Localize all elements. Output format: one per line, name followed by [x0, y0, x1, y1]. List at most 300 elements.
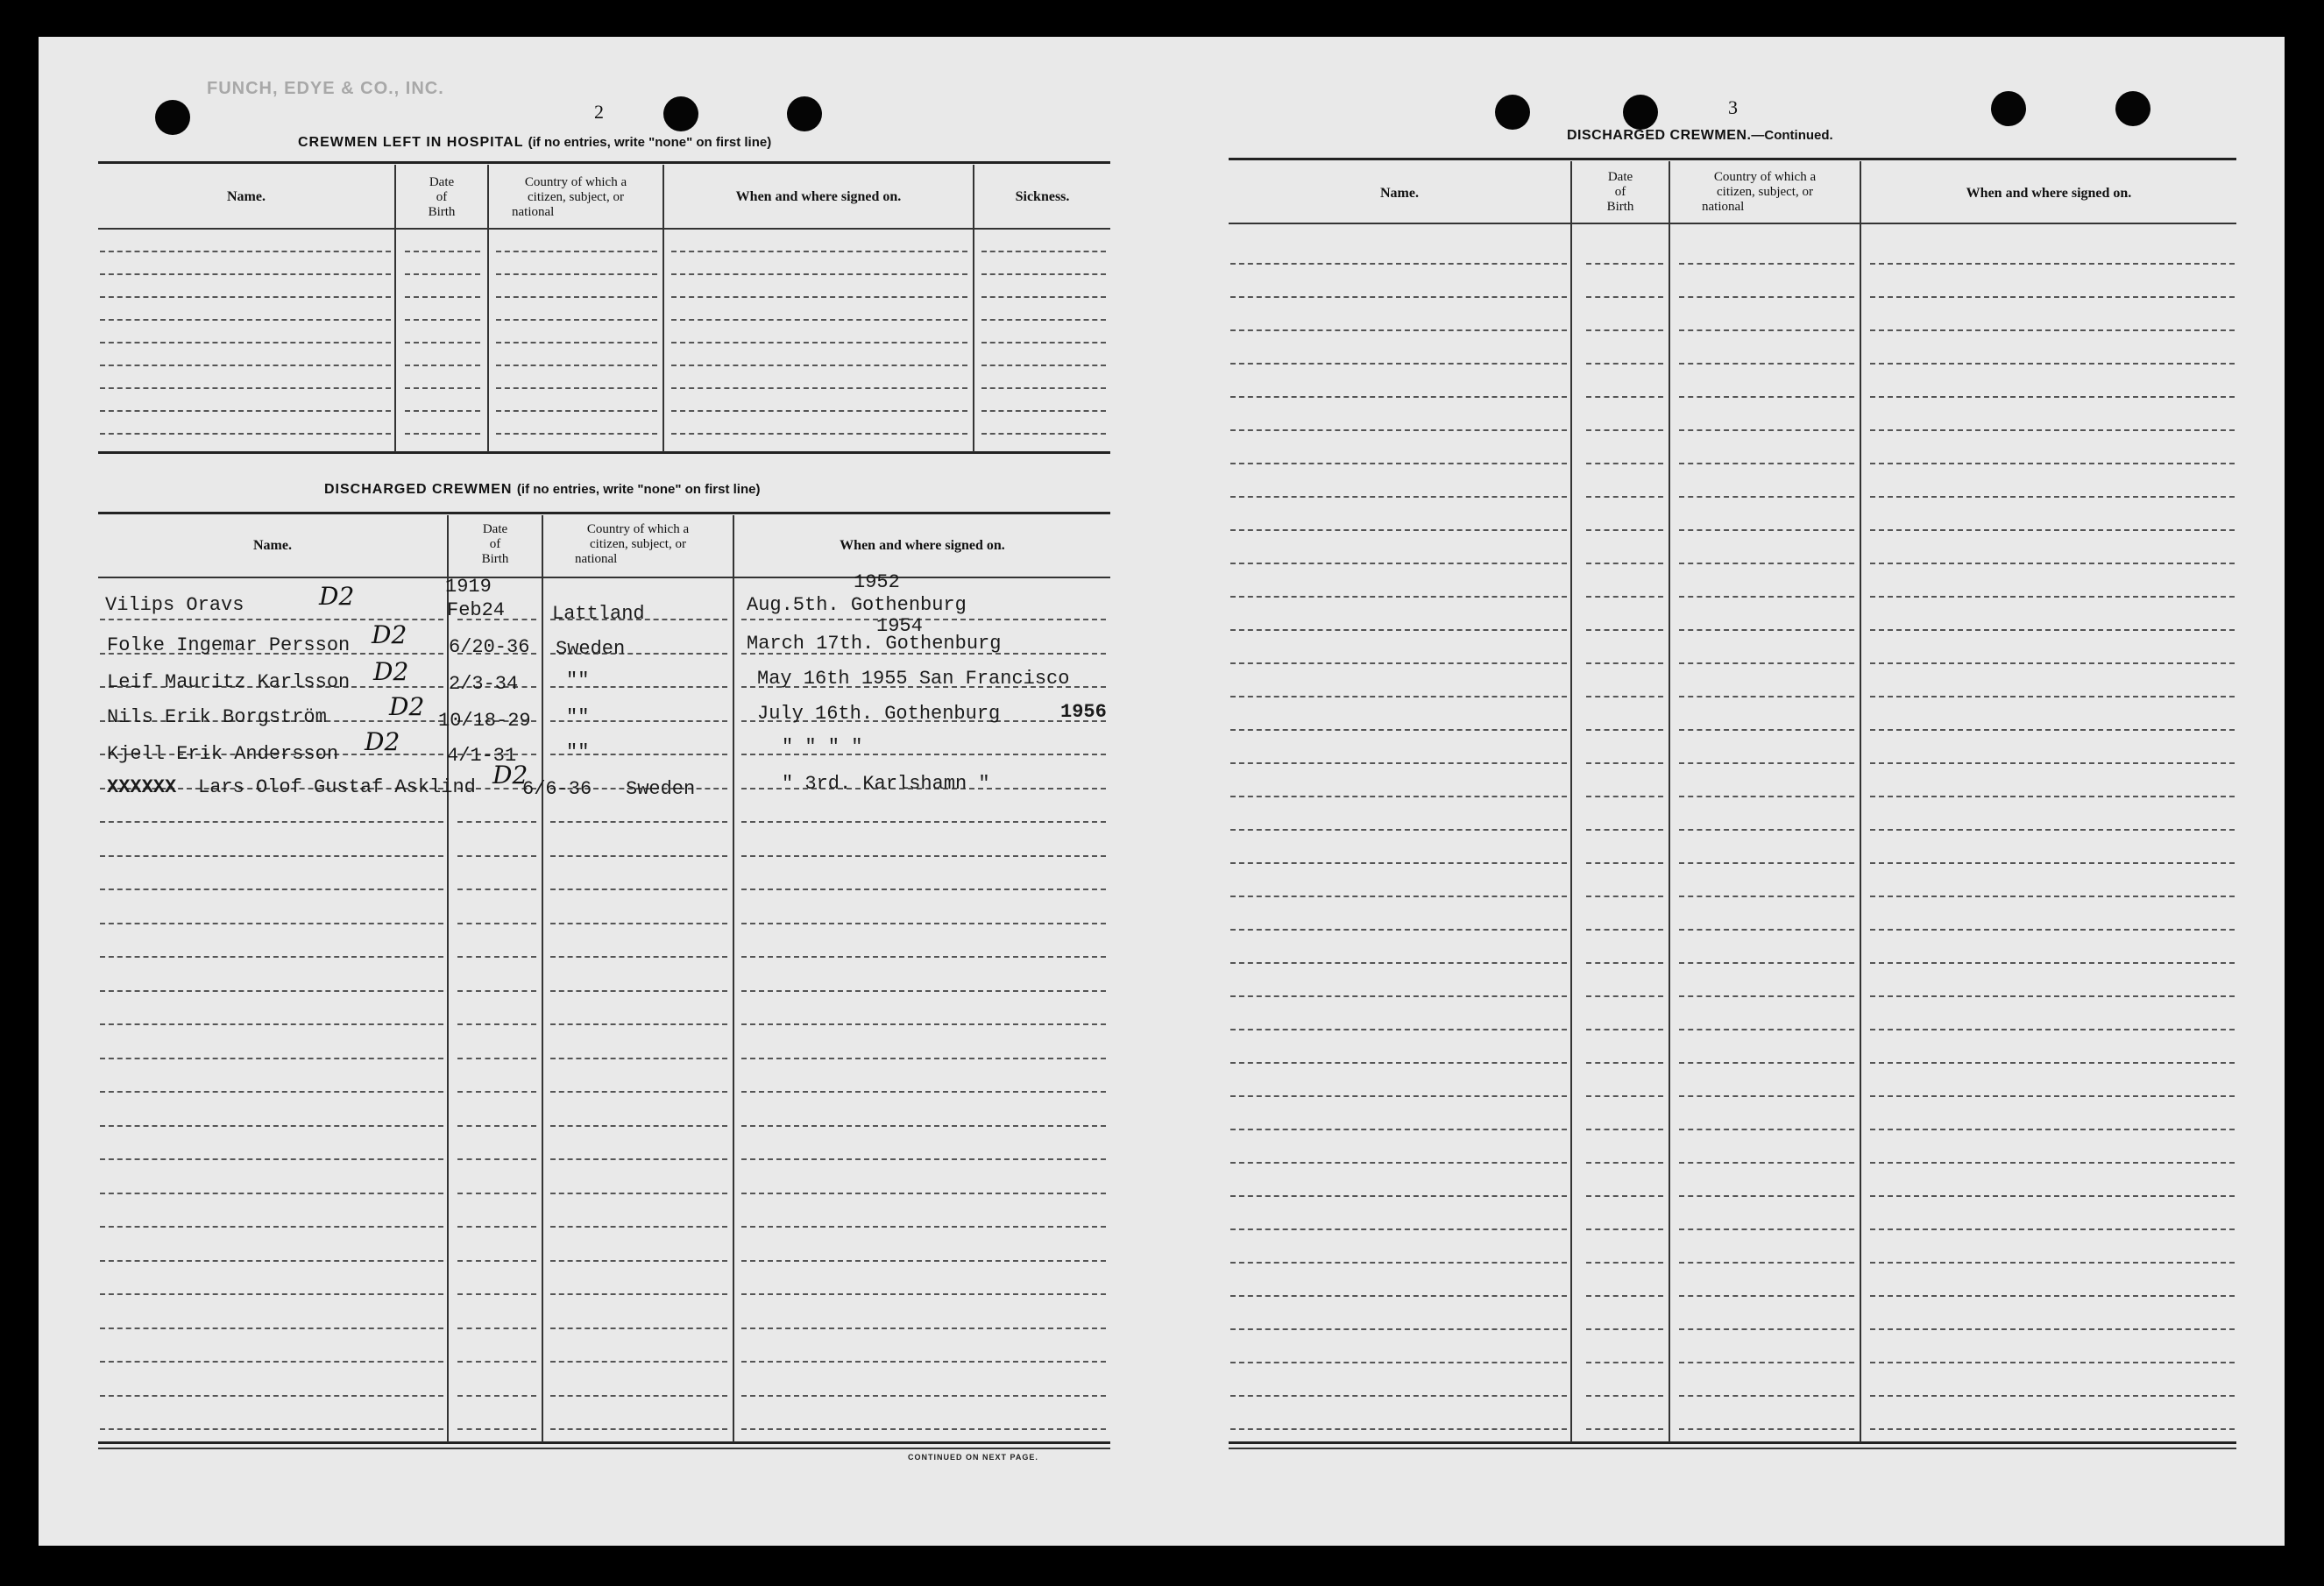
ruled-line — [100, 889, 443, 890]
ruled-line — [741, 1058, 1106, 1059]
right-header-rule — [1229, 223, 2236, 224]
ruled-line — [457, 1125, 536, 1127]
ruled-line — [457, 1328, 536, 1329]
ruled-line — [1230, 696, 1567, 697]
ruled-line — [1679, 762, 1854, 764]
ruled-line — [1679, 1295, 1854, 1297]
crew-name: Leif Mauritz Karlsson — [107, 671, 351, 693]
signed-on: July 16th. Gothenburg — [757, 703, 1001, 725]
ruled-line — [981, 387, 1106, 389]
ruled-line — [1679, 629, 1854, 631]
right-table-top-rule — [1229, 158, 2236, 160]
punch-hole — [2115, 91, 2150, 126]
ruled-line — [671, 251, 967, 252]
ruled-line — [1586, 1328, 1663, 1330]
ruled-line — [100, 1226, 443, 1228]
ruled-line — [1679, 662, 1854, 664]
ruled-line — [741, 1293, 1106, 1295]
page-number-left: 2 — [594, 101, 604, 123]
ruled-line — [1586, 995, 1663, 997]
ruled-line — [1586, 463, 1663, 464]
ruled-line — [1679, 1029, 1854, 1030]
ruled-line — [550, 821, 727, 823]
ruled-line — [741, 1125, 1106, 1127]
crew-dob: 6/20-36 — [449, 636, 530, 658]
ruled-line — [1870, 1029, 2235, 1030]
ruled-line — [100, 956, 443, 958]
hospital-header-signed: When and where signed on. — [735, 189, 902, 204]
ruled-line — [1679, 463, 1854, 464]
ruled-line — [550, 1260, 727, 1262]
ruled-line — [1870, 1129, 2235, 1130]
ruled-line — [457, 956, 536, 958]
ruled-line — [1230, 263, 1567, 265]
hospital-col-divider — [973, 165, 974, 452]
ruled-line — [1230, 929, 1567, 931]
ruled-line — [1679, 995, 1854, 997]
ruled-line — [1870, 263, 2235, 265]
ruled-line — [1586, 596, 1663, 598]
ruled-line — [981, 251, 1106, 252]
discharge-mark: D2 — [373, 657, 409, 686]
ruled-line — [741, 889, 1106, 890]
signed-on: " 3rd. Karlshamn " — [782, 773, 990, 795]
ruled-line — [457, 821, 536, 823]
ruled-line — [100, 1193, 443, 1194]
ruled-line — [1586, 263, 1663, 265]
hospital-col-divider — [662, 165, 664, 452]
ruled-line — [741, 956, 1106, 958]
crew-country: "" — [566, 669, 590, 691]
ruled-line — [1586, 762, 1663, 764]
ruled-line — [1230, 363, 1567, 365]
discharged-table-top-rule — [98, 512, 1110, 514]
ruled-line — [1679, 929, 1854, 931]
signed-on: Aug.5th. Gothenburg — [747, 594, 967, 616]
ruled-line — [100, 273, 391, 275]
ruled-line — [1679, 896, 1854, 897]
ruled-line — [1230, 1228, 1567, 1230]
hospital-header-sickness: Sickness. — [1015, 189, 1070, 204]
ruled-line — [1586, 962, 1663, 964]
ruled-line — [405, 251, 480, 252]
ruled-line — [1870, 696, 2235, 697]
discharge-mark: D2 — [365, 727, 400, 756]
ruled-line — [741, 855, 1106, 857]
ruled-line — [1230, 563, 1567, 564]
ruled-line — [1230, 962, 1567, 964]
hospital-title-note: (if no entries, write "none" on first line) — [528, 135, 772, 150]
ruled-line — [1870, 1395, 2235, 1397]
ruled-line — [100, 1125, 443, 1127]
ruled-line — [550, 1158, 727, 1160]
ruled-line — [1870, 862, 2235, 864]
ruled-line — [1679, 729, 1854, 731]
ruled-line — [1586, 862, 1663, 864]
ruled-line — [457, 1058, 536, 1059]
ruled-line — [741, 619, 1106, 620]
ruled-line — [100, 387, 391, 389]
ruled-line — [100, 296, 391, 298]
ruled-line — [1679, 563, 1854, 564]
ruled-line — [1586, 1428, 1663, 1430]
ruled-line — [1870, 1162, 2235, 1164]
ruled-line — [100, 1058, 443, 1059]
ruled-line — [496, 296, 657, 298]
ruled-line — [1870, 762, 2235, 764]
ruled-line — [981, 433, 1106, 435]
ruled-line — [741, 1193, 1106, 1194]
crew-dob: 10/18-29 — [438, 710, 531, 732]
ruled-line — [100, 1158, 443, 1160]
ruled-line — [741, 1395, 1106, 1397]
hospital-header-name: Name. — [227, 189, 266, 204]
ruled-line — [1870, 1295, 2235, 1297]
ruled-line — [457, 923, 536, 924]
punch-hole — [155, 100, 190, 135]
ruled-line — [100, 821, 443, 823]
ruled-line — [457, 1193, 536, 1194]
ruled-line — [1679, 263, 1854, 265]
discharge-mark: D2 — [372, 620, 407, 649]
signed-year: 1954 — [876, 615, 923, 637]
ruled-line — [1230, 829, 1567, 831]
ruled-line — [1679, 1228, 1854, 1230]
ruled-line — [1870, 1362, 2235, 1363]
right-header-country — [1670, 170, 1860, 215]
ruled-line — [405, 365, 480, 366]
crew-dob: 6/6-36 — [522, 778, 592, 800]
discharge-mark: D2 — [389, 692, 425, 721]
ruled-line — [1679, 296, 1854, 298]
ruled-line — [1230, 1062, 1567, 1064]
ruled-line — [1230, 1095, 1567, 1097]
ruled-line — [550, 1023, 727, 1025]
ruled-line — [1586, 662, 1663, 664]
crew-country: "" — [566, 706, 590, 728]
ruled-line — [741, 1023, 1106, 1025]
ruled-line — [457, 990, 536, 992]
ruled-line — [1230, 662, 1567, 664]
crew-dob: Feb24 — [447, 599, 506, 621]
ruled-line — [1586, 1029, 1663, 1030]
ruled-line — [1230, 1295, 1567, 1297]
ruled-line — [1870, 363, 2235, 365]
ruled-line — [1230, 729, 1567, 731]
ruled-line — [1679, 529, 1854, 531]
signed-on: March 17th. Gothenburg — [747, 633, 1002, 655]
signed-on: " " " " — [782, 736, 863, 758]
ruled-line — [1230, 1428, 1567, 1430]
ruled-line — [100, 1091, 443, 1093]
ruled-line — [1230, 629, 1567, 631]
ruled-line — [1870, 396, 2235, 398]
ruled-line — [457, 1023, 536, 1025]
ruled-line — [405, 273, 480, 275]
punch-hole — [787, 96, 822, 131]
ruled-line — [550, 889, 727, 890]
ruled-line — [981, 319, 1106, 321]
ruled-line — [100, 855, 443, 857]
ruled-line — [1870, 829, 2235, 831]
ruled-line — [457, 1395, 536, 1397]
header-line: citizen, subject, or — [590, 537, 686, 551]
crew-country: Sweden — [556, 638, 626, 660]
ruled-line — [671, 296, 967, 298]
ruled-line — [496, 251, 657, 252]
ruled-line — [1230, 296, 1567, 298]
ruled-line — [1679, 1428, 1854, 1430]
signed-on: May 16th 1955 San Francisco — [757, 668, 1070, 690]
ruled-line — [1586, 1395, 1663, 1397]
ruled-line — [1230, 1362, 1567, 1363]
ruled-line — [981, 342, 1106, 343]
ruled-line — [405, 342, 480, 343]
ruled-line — [550, 1226, 727, 1228]
ruled-line — [1586, 1362, 1663, 1363]
ruled-line — [671, 342, 967, 343]
ruled-line — [1586, 829, 1663, 831]
ruled-line — [100, 1361, 443, 1363]
discharged-title-note: (if no entries, write "none" on first line) — [516, 482, 761, 497]
hospital-table-top-rule — [98, 161, 1110, 164]
ruled-line — [671, 319, 967, 321]
ruled-line — [981, 273, 1106, 275]
ruled-line — [457, 1158, 536, 1160]
ruled-line — [1870, 896, 2235, 897]
ruled-line — [457, 1226, 536, 1228]
ruled-line — [741, 1091, 1106, 1093]
ruled-line — [741, 1428, 1106, 1430]
company-stamp: FUNCH, EDYE & CO., INC. — [207, 79, 444, 98]
ruled-line — [1870, 329, 2235, 331]
ruled-line — [1679, 1129, 1854, 1130]
ruled-line — [1870, 596, 2235, 598]
ruled-line — [100, 365, 391, 366]
crew-name: Lars Olof Gustaf Asklind — [198, 776, 476, 798]
ruled-line — [1586, 429, 1663, 431]
ruled-line — [1230, 1395, 1567, 1397]
ruled-line — [550, 1293, 727, 1295]
header-line: of — [489, 537, 501, 551]
crew-country: "" — [566, 741, 590, 763]
ruled-line — [1679, 1262, 1854, 1264]
ruled-line — [741, 1158, 1106, 1160]
right-col-divider — [1570, 161, 1572, 1442]
ruled-line — [1586, 629, 1663, 631]
ruled-line — [1870, 662, 2235, 664]
ruled-line — [100, 433, 391, 435]
ruled-line — [457, 889, 536, 890]
page-number-right: 3 — [1728, 96, 1738, 118]
crew-name: Nils Erik Borgström — [107, 706, 327, 728]
crew-name: Vilips Oravs — [105, 594, 244, 616]
header-line: Date — [429, 175, 455, 189]
hospital-header-rule — [98, 228, 1110, 230]
ruled-line — [457, 1091, 536, 1093]
ruled-line — [1586, 1129, 1663, 1130]
discharge-mark: D2 — [319, 582, 355, 611]
ruled-line — [496, 365, 657, 366]
ruled-line — [1870, 929, 2235, 931]
header-line: Birth — [1606, 200, 1634, 214]
hospital-header-country — [489, 175, 662, 220]
ruled-line — [1230, 329, 1567, 331]
ruled-line — [550, 1125, 727, 1127]
ruled-line — [981, 365, 1106, 366]
ruled-line — [1870, 563, 2235, 564]
ruled-line — [496, 410, 657, 412]
ruled-line — [1870, 729, 2235, 731]
crew-dob: 4/1-31 — [447, 745, 517, 767]
ruled-line — [100, 342, 391, 343]
ruled-line — [100, 319, 391, 321]
ruled-line — [741, 1328, 1106, 1329]
discharged-header-name: Name. — [253, 538, 292, 553]
ruled-line — [457, 1361, 536, 1363]
ruled-line — [671, 410, 967, 412]
ruled-line — [981, 410, 1106, 412]
ruled-line — [1870, 496, 2235, 498]
ruled-line — [100, 1293, 443, 1295]
right-col-divider — [1860, 161, 1861, 1442]
header-line: Date — [482, 522, 508, 536]
ruled-line — [1230, 429, 1567, 431]
ruled-line — [1586, 1228, 1663, 1230]
hospital-table-bottom-rule — [98, 451, 1110, 454]
ruled-line — [405, 319, 480, 321]
ruled-line — [1586, 1262, 1663, 1264]
crew-name: Folke Ingemar Persson — [107, 634, 351, 656]
punch-hole — [1495, 95, 1530, 130]
ruled-line — [1679, 1195, 1854, 1197]
ruled-line — [1679, 1095, 1854, 1097]
ruled-line — [550, 956, 727, 958]
discharged-header-signed: When and where signed on. — [840, 538, 1005, 553]
ruled-line — [1679, 1395, 1854, 1397]
crew-dob-year: 1919 — [445, 576, 492, 598]
ruled-line — [405, 296, 480, 298]
ruled-line — [741, 990, 1106, 992]
ruled-line — [1679, 829, 1854, 831]
ruled-line — [1870, 1262, 2235, 1264]
ruled-line — [550, 1328, 727, 1329]
ruled-line — [100, 1328, 443, 1329]
ruled-line — [1870, 1062, 2235, 1064]
ruled-line — [1586, 396, 1663, 398]
ruled-line — [550, 855, 727, 857]
right-header-signed: When and where signed on. — [1966, 186, 2132, 201]
ruled-line — [1586, 1162, 1663, 1164]
ruled-line — [1230, 496, 1567, 498]
ruled-line — [550, 923, 727, 924]
ruled-line — [1679, 1162, 1854, 1164]
ruled-line — [1679, 1328, 1854, 1330]
ruled-line — [496, 319, 657, 321]
right-title-text: DISCHARGED CREWMEN. — [1567, 128, 1752, 143]
ruled-line — [100, 990, 443, 992]
ruled-line — [100, 923, 443, 924]
ruled-line — [1586, 1062, 1663, 1064]
ruled-line — [671, 365, 967, 366]
ruled-line — [1230, 762, 1567, 764]
ruled-line — [741, 1260, 1106, 1262]
ruled-line — [1230, 1328, 1567, 1330]
ruled-line — [1679, 496, 1854, 498]
discharged-header-dob — [449, 522, 542, 567]
ruled-line — [1586, 896, 1663, 897]
hospital-section-title — [298, 135, 771, 151]
ruled-line — [1586, 696, 1663, 697]
header-line: citizen, subject, or — [528, 190, 624, 204]
ruled-line — [1679, 962, 1854, 964]
header-line: of — [1614, 185, 1626, 199]
header-line: citizen, subject, or — [1717, 185, 1813, 199]
ruled-line — [405, 387, 480, 389]
ruled-line — [1230, 596, 1567, 598]
discharge-mark: D2 — [492, 761, 528, 789]
right-header-dob — [1572, 170, 1669, 215]
ruled-line — [550, 990, 727, 992]
ruled-line — [1230, 1262, 1567, 1264]
ruled-line — [741, 923, 1106, 924]
ruled-line — [1230, 1029, 1567, 1030]
ruled-line — [550, 1395, 727, 1397]
ruled-line — [671, 387, 967, 389]
signed-year-extra: 1956 — [1060, 701, 1107, 723]
header-line: Country of which a — [1713, 170, 1817, 184]
header-line: Country of which a — [524, 175, 627, 189]
ruled-line — [550, 1193, 727, 1194]
ruled-line — [981, 296, 1106, 298]
ruled-line — [1679, 429, 1854, 431]
ruled-line — [550, 1091, 727, 1093]
crew-name-struck: XXXXXX — [107, 776, 177, 798]
ruled-line — [457, 1428, 536, 1430]
ruled-line — [457, 1293, 536, 1295]
ruled-line — [550, 1361, 727, 1363]
crew-dob: 2/3-34 — [449, 673, 519, 695]
header-line: national — [1702, 200, 1745, 214]
ruled-line — [1230, 1162, 1567, 1164]
ruled-line — [457, 855, 536, 857]
discharged-title-text: DISCHARGED CREWMEN — [324, 482, 513, 497]
ruled-line — [741, 1361, 1106, 1363]
ruled-line — [1586, 329, 1663, 331]
header-line: national — [575, 552, 618, 566]
ruled-line — [1586, 496, 1663, 498]
ruled-line — [1230, 396, 1567, 398]
ruled-line — [457, 1260, 536, 1262]
ruled-line — [550, 1058, 727, 1059]
ruled-line — [100, 1395, 443, 1397]
ruled-line — [496, 433, 657, 435]
header-line: Birth — [481, 552, 509, 566]
right-table-bottom-rule-2 — [1229, 1448, 2236, 1449]
ruled-line — [1230, 796, 1567, 797]
header-line: of — [436, 190, 448, 204]
ruled-line — [1870, 1428, 2235, 1430]
ruled-line — [1870, 529, 2235, 531]
hospital-header-dob — [396, 175, 487, 220]
ruled-line — [405, 433, 480, 435]
ruled-line — [1586, 1295, 1663, 1297]
discharged-col-divider — [542, 515, 543, 1442]
ruled-line — [741, 1226, 1106, 1228]
ruled-line — [1586, 296, 1663, 298]
ruled-line — [405, 410, 480, 412]
ruled-line — [496, 387, 657, 389]
